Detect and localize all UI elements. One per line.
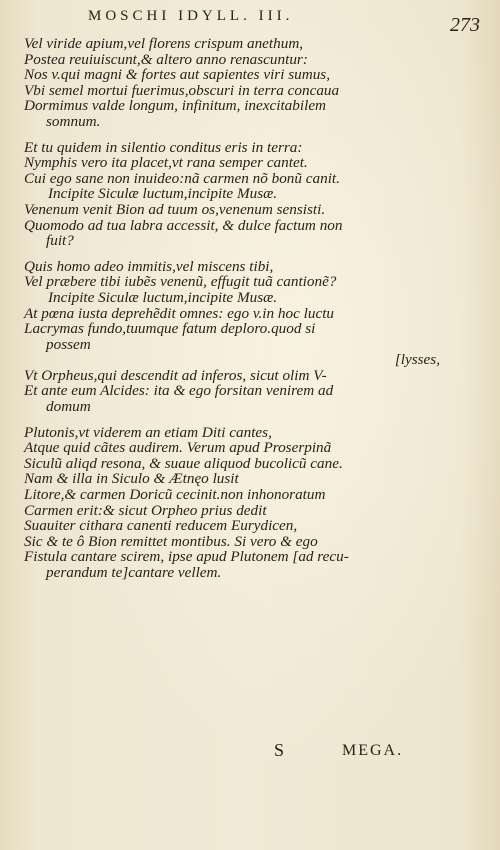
text-line: Postea reuiuiscunt,& altero anno renascuntur: bbox=[24, 50, 308, 68]
text-line: Suauiter cithara canenti reducem Eurydicen, bbox=[24, 517, 298, 535]
text-line: Sic & te ô Bion remittet montibus. Si vero & ego bbox=[24, 532, 318, 550]
text-line: Et tu quidem in silentio conditus eris in terra: bbox=[24, 138, 303, 156]
text-line: Quis homo adeo immitis,vel miscens tibi, bbox=[24, 257, 274, 275]
text-line: Nymphis vero ita placet,vt rana semper cantet. bbox=[24, 154, 308, 172]
verse-text bbox=[24, 36, 444, 581]
page-footer bbox=[0, 740, 500, 770]
page-number: 273 bbox=[450, 14, 480, 36]
text-line: Venenum venit Bion ad tuum os,venenum sensisti. bbox=[24, 200, 326, 218]
text-line: At pœna iusta deprehẽdit omnes: ego v.in hoc luctu bbox=[24, 304, 335, 322]
text-line: Atque quid cãtes audirem. Verum apud Proserpinã bbox=[24, 439, 332, 457]
text-line: Nam & illa in Siculo & Ætnęo lusit bbox=[24, 470, 239, 488]
text-line: Litore,& carmen Doricũ cecinit.non inhonoratum bbox=[24, 486, 326, 504]
text-line: Vt Orpheus,qui descendit ad inferos, sicut olim V- bbox=[24, 366, 327, 384]
signature-mark: S bbox=[274, 740, 285, 760]
text-line: Nos v.qui magni & fortes aut sapientes viri sumus, bbox=[24, 66, 330, 84]
text-line: possem bbox=[46, 335, 91, 353]
text-line: Vbi semel mortui fuerimus,obscuri in terra concaua bbox=[24, 81, 340, 99]
text-line: Siculũ aliqd resona, & suaue aliquod bucolicũ cane. bbox=[24, 454, 343, 472]
text-line: Lacrymas fundo,tuumque fatum deploro.quod si bbox=[24, 320, 316, 338]
text-line: Dormimus valde longum, infinitum, inexcitabilem bbox=[24, 97, 327, 115]
text-line: fuit? bbox=[46, 232, 74, 250]
catchword: MEGA. bbox=[342, 742, 404, 759]
text-line: [lysses, bbox=[394, 351, 440, 369]
text-line: perandum te]cantare vellem. bbox=[46, 564, 222, 581]
running-head: MOSCHI IDYLL. III. bbox=[88, 8, 294, 24]
text-line: somnum. bbox=[46, 112, 101, 130]
text-line: Fistula cantare scirem, ipse apud Plutonem [ad recu- bbox=[24, 548, 349, 566]
refrain-line: Incipite Siculæ luctum,incipite Musæ. bbox=[48, 185, 278, 203]
text-line: Vel præbere tibi iubẽs venenũ, effugit tuã cantionẽ? bbox=[24, 273, 337, 291]
text-line: Plutonis,vt viderem an etiam Diti cantes, bbox=[24, 423, 272, 441]
text-line: domum bbox=[46, 398, 91, 416]
text-line: Cui ego sane non inuideo:nã carmen nõ bonũ canit. bbox=[24, 169, 340, 187]
text-line: Quomodo ad tua labra accessit, & dulce factum non bbox=[24, 216, 343, 234]
text-line: Vel viride apium,vel florens crispum anethum, bbox=[24, 35, 304, 52]
text-line: Carmen erit:& sicut Orpheo prius dedit bbox=[24, 501, 267, 519]
text-line: Et ante eum Alcides: ita & ego forsitan venirem ad bbox=[24, 382, 334, 400]
refrain-line: Incipite Siculæ luctum,incipite Musæ. bbox=[48, 288, 278, 306]
